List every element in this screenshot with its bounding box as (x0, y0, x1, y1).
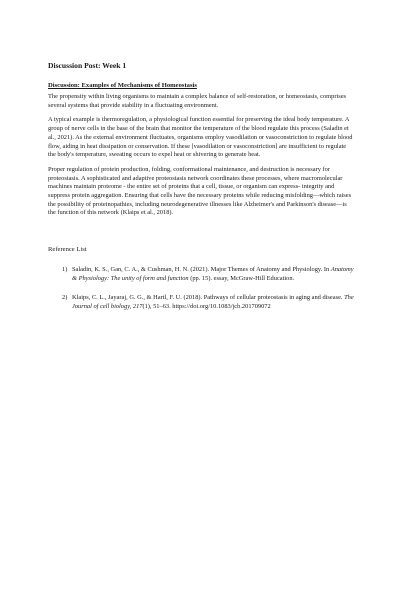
reference-source-title: Anatomy & Physiology: The unity of form and function (72, 266, 354, 283)
reference-list (48, 266, 354, 312)
reference-text-end: (1), 51–63. https://doi.org/10.1083/jcb.201709072 (142, 302, 271, 310)
reference-item (48, 294, 354, 312)
page-title: Discussion Post: Week 1 (48, 61, 127, 70)
reference-number: 1) (62, 266, 68, 274)
reference-list-heading: Reference List (48, 246, 87, 254)
reference-text: Klaips, C. L., Jayaraj, G. G., & Hartl, F. U. (2018). Pathways of cellular proteostasis in aging and disease. (72, 293, 345, 301)
paragraph-homeostasis: The propensity within living organisms to maintain a complex balance of self-restoration, or homeostasis, comprises several systems that provide stability in a fluctuating environment. (48, 93, 347, 109)
paragraph-thermoregulation: A typical example is thermoregulation, a physiological function essential for preserving the ideal body temperature. A group of nerve cells in the base of the brain that monitor the temperature of the blood regulate this process (Saladin et al., 2021). As the external environment fluctuates, organisms employ vasodilation or vasoconstriction to regulate blood flow, aiding in heat dissipation or conservation. If these [vasodilation or vasoconstriction] are insufficient to regulate the body's temperature, sweating occurs to expel heat or shivering to generate heat. (48, 116, 353, 159)
paragraph-proteostasis: Proper regulation of protein production, folding, conformational maintenance, and destruction is necessary for proteostasis. A sophisticated and adaptive proteostasis network coordinates these processes, where macromolecular machines maintain proteome - the entire set of proteins that a cell, tissue, or organism can express- integrity and suppress protein aggregation. Ensuring that cells have the necessary proteins while reducing misfolding—which raises the possibility of proteinopathies, including neurodegenerative illnesses like Alzheimer's and Parkinson's disease—is the function of this network (Klaips et al., 2018). (48, 165, 352, 217)
section-heading: Discussion: Examples of Mechanisms of Homeostasis (48, 82, 197, 89)
reference-text: Saladin, K. S., Gan, C. A., & Cushman, H. N. (2021). Major Themes of Anatomy and Physiology. In (72, 266, 331, 274)
reference-source-title: The Journal of cell biology, 217 (72, 293, 354, 310)
reference-text-end: (pp. 15). essay, McGraw-Hill Education. (188, 275, 295, 283)
document-body (48, 61, 354, 322)
reference-number: 2) (62, 293, 68, 301)
reference-item (48, 266, 354, 284)
